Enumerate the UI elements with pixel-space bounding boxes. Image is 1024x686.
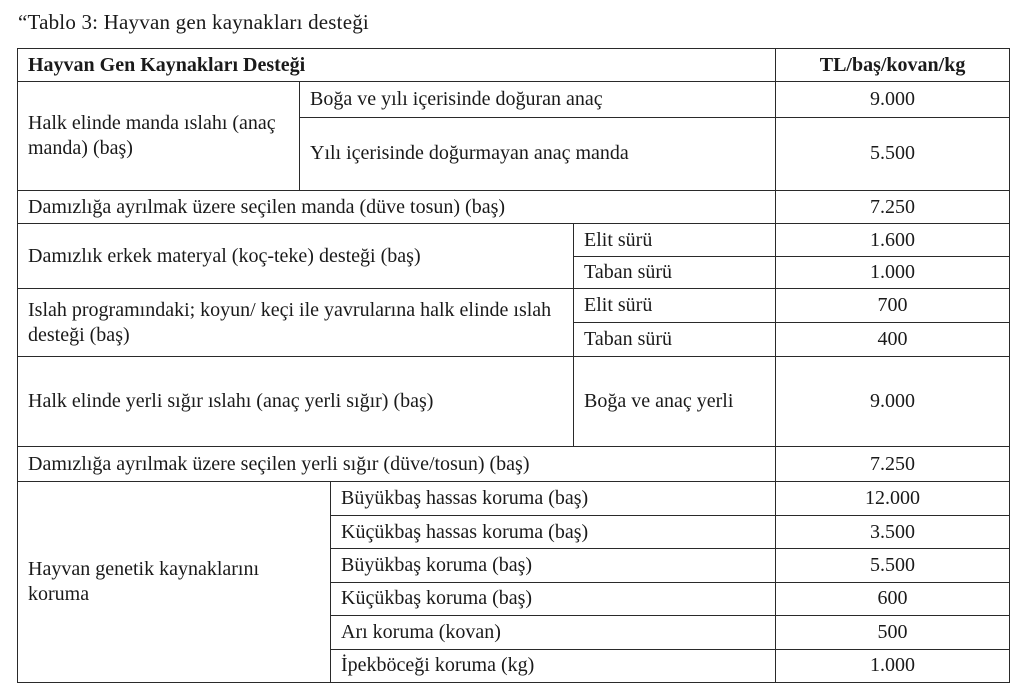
value-cell: 5.500	[776, 117, 1010, 190]
sub-label: Küçükbaş koruma (baş)	[331, 582, 776, 615]
value-cell: 3.500	[776, 515, 1010, 548]
table-header-row	[18, 49, 1010, 82]
table-row	[18, 224, 1010, 256]
row-label-genetik-koruma: Hayvan genetik kaynaklarını koruma	[18, 482, 331, 683]
row-label-damizlik-manda: Damızlığa ayrılmak üzere seçilen manda (düve tosun) (baş)	[18, 191, 776, 224]
sub-label: Elit sürü	[574, 224, 776, 256]
sub-label: Büyükbaş hassas koruma (baş)	[331, 482, 776, 515]
sub-label: Yılı içerisinde doğurmayan anaç manda	[300, 117, 776, 190]
value-cell: 500	[776, 616, 1010, 649]
sub-label: Küçükbaş hassas koruma (baş)	[331, 515, 776, 548]
value-cell: 1.600	[776, 224, 1010, 256]
value-cell: 9.000	[776, 357, 1010, 447]
sub-label: İpekböceği koruma (kg)	[331, 649, 776, 683]
table-row	[18, 482, 1010, 515]
value-cell: 1.000	[776, 256, 1010, 288]
sub-label: Boğa ve anaç yerli	[574, 357, 776, 447]
sub-label: Taban sürü	[574, 256, 776, 288]
value-cell: 700	[776, 289, 1010, 322]
sub-label: Arı koruma (kovan)	[331, 616, 776, 649]
row-label-erkek-materyal: Damızlık erkek materyal (koç-teke) desteği (baş)	[18, 224, 574, 289]
support-table	[17, 48, 1010, 683]
value-cell: 7.250	[776, 446, 1010, 482]
row-label-manda-islahi: Halk elinde manda ıslahı (anaç manda) (baş)	[18, 82, 300, 191]
value-cell: 12.000	[776, 482, 1010, 515]
sub-label: Büyükbaş koruma (baş)	[331, 549, 776, 582]
header-title: Hayvan Gen Kaynakları Desteği	[18, 49, 776, 82]
table-caption: “Tablo 3: Hayvan gen kaynakları desteği	[18, 10, 369, 34]
row-label-damizlik-sigir: Damızlığa ayrılmak üzere seçilen yerli sığır (düve/tosun) (baş)	[18, 446, 776, 482]
table-row	[18, 289, 1010, 322]
value-cell: 7.250	[776, 191, 1010, 224]
table-row	[18, 191, 1010, 224]
value-cell: 400	[776, 322, 1010, 356]
sub-label: Elit sürü	[574, 289, 776, 322]
table-row	[18, 446, 1010, 482]
table-row	[18, 357, 1010, 447]
row-label-yerli-sigir: Halk elinde yerli sığır ıslahı (anaç yerli sığır) (baş)	[18, 357, 574, 447]
value-cell: 600	[776, 582, 1010, 615]
table-row	[18, 82, 1010, 118]
sub-label: Boğa ve yılı içerisinde doğuran anaç	[300, 82, 776, 118]
value-cell: 5.500	[776, 549, 1010, 582]
sub-label: Taban sürü	[574, 322, 776, 356]
value-cell: 9.000	[776, 82, 1010, 118]
value-cell: 1.000	[776, 649, 1010, 683]
row-label-koyun-keci: Islah programındaki; koyun/ keçi ile yavrularına halk elinde ıslah desteği (baş)	[18, 289, 574, 357]
header-unit: TL/baş/kovan/kg	[776, 49, 1010, 82]
